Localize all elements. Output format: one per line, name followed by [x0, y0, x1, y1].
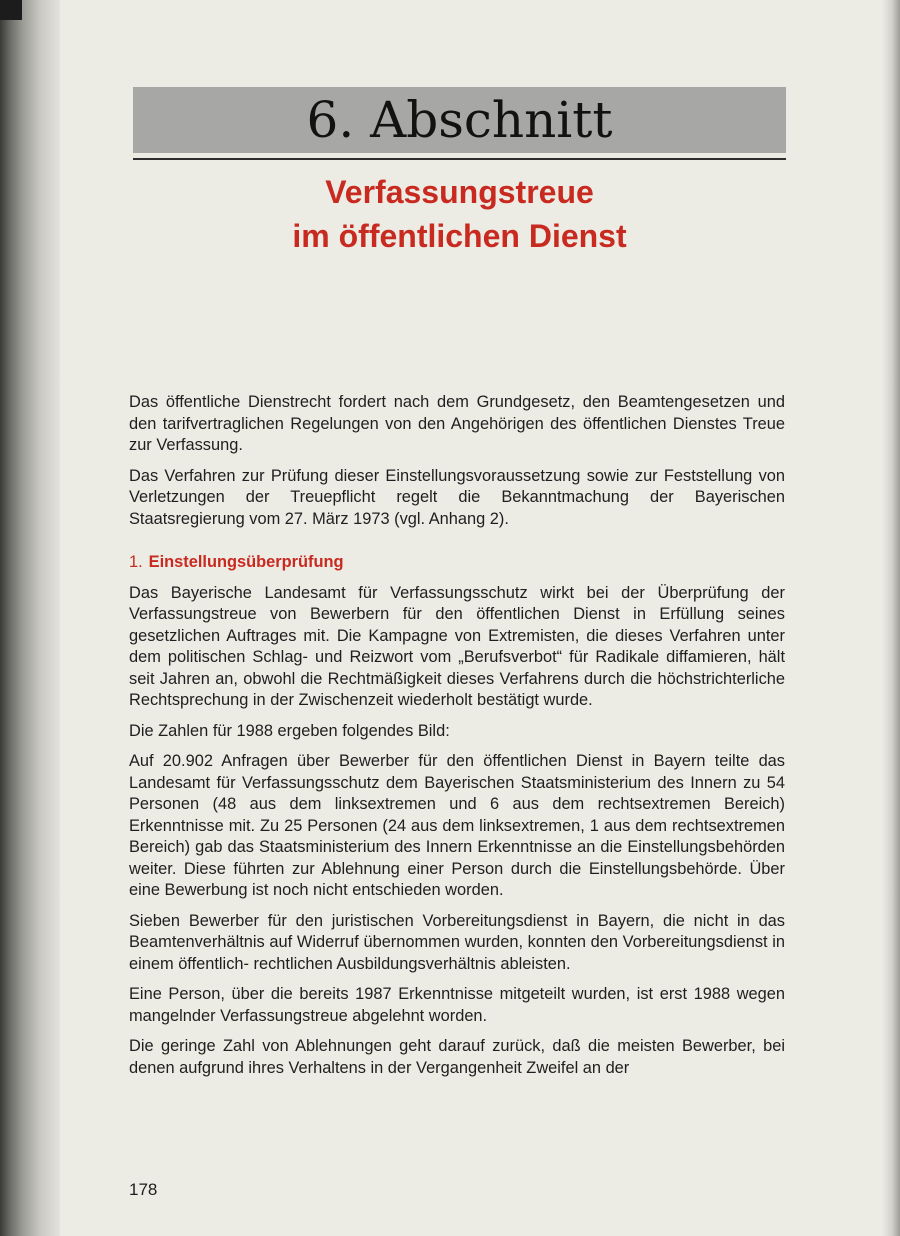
- page-number: 178: [129, 1180, 158, 1199]
- body-text: [129, 392, 785, 1088]
- subtitle-line-1: Verfassungstreue: [325, 174, 594, 210]
- paragraph: Sieben Bewerber für den juristischen Vorbereitungsdienst in Bayern, die nicht in das Beamtenverhältnis auf Widerruf übernommen wurden, konnten den Vorbereitungsdienst in einem öffentlich- rechtlichen Ausbildungsverhältnis ableisten.: [129, 911, 785, 973]
- paragraph: Das öffentliche Dienstrecht fordert nach dem Grundgesetz, den Beamtengesetzen und den tarifvertraglichen Regelungen von den Angehörigen des öffentlichen Dienstes Treue zur Verfassung.: [129, 393, 785, 454]
- page-edge-right: [882, 0, 900, 1236]
- chapter-title: 6. Abschnitt: [306, 91, 613, 149]
- section-heading: [129, 552, 785, 574]
- paragraph: Die Zahlen für 1988 ergeben folgendes Bild:: [129, 721, 450, 740]
- chapter-subtitle: [133, 170, 786, 258]
- paragraph: Das Verfahren zur Prüfung dieser Einstellungsvoraussetzung sowie zur Feststellung von Verletzungen der Treuepflicht regelt die Bekanntmachung der Bayerischen Staatsregierung vom 27. März 1973 (vgl. Anhang 2).: [129, 466, 785, 528]
- paragraph: Das Bayerische Landesamt für Verfassungsschutz wirkt bei der Überprüfung der Verfassungstreue von Bewerbern für den öffentlichen Dienst in Erfüllung seines gesetzlichen Auftrages mit. Die Kampagne von Extremisten, die dieses Verfahren unter dem politischen Schlag- und Reizwort vom „Berufsverbot“ für Radikale diffamieren, hält seit Jahren an, obwohl die Rechtmäßigkeit dieses Verfahrens durch die höchstrichterliche Rechtsprechung in der Zwischenzeit wiederholt bestätigt wurde.: [129, 583, 785, 709]
- paragraph: Eine Person, über die bereits 1987 Erkenntnisse mitgeteilt wurden, ist erst 1988 wegen mangelnder Verfassungstreue abgelehnt worden.: [129, 985, 785, 1025]
- book-binding-shadow: [0, 0, 60, 1236]
- subtitle-line-2: im öffentlichen Dienst: [292, 218, 627, 254]
- section-number: 1.: [129, 553, 143, 571]
- paragraph: Die geringe Zahl von Ablehnungen geht darauf zurück, daß die meisten Bewerber, bei denen aufgrund ihres Verhaltens in der Vergangenheit Zweifel an der: [129, 1037, 785, 1077]
- title-divider: [133, 158, 786, 160]
- section-title: Einstellungsüberprüfung: [148, 553, 344, 571]
- corner-mark: [0, 0, 22, 20]
- paragraph: Auf 20.902 Anfragen über Bewerber für den öffentlichen Dienst in Bayern teilte das Landesamt für Verfassungsschutz dem Bayerischen Staatsministerium des Innern zu 54 Personen (48 aus dem linksextremen und 6 aus dem rechtsextremen Bereich) Erkenntnisse mit. Zu 25 Personen (24 aus dem linksextremen, 1 aus dem rechtsextremen Bereich) gab das Staatsministerium des Innern Erkenntnisse an die Einstellungsbehörden weiter. Diese führten zur Ablehnung einer Person durch die Einstellungsbehörde. Über eine Bewerbung ist noch nicht entschieden worden.: [129, 752, 785, 899]
